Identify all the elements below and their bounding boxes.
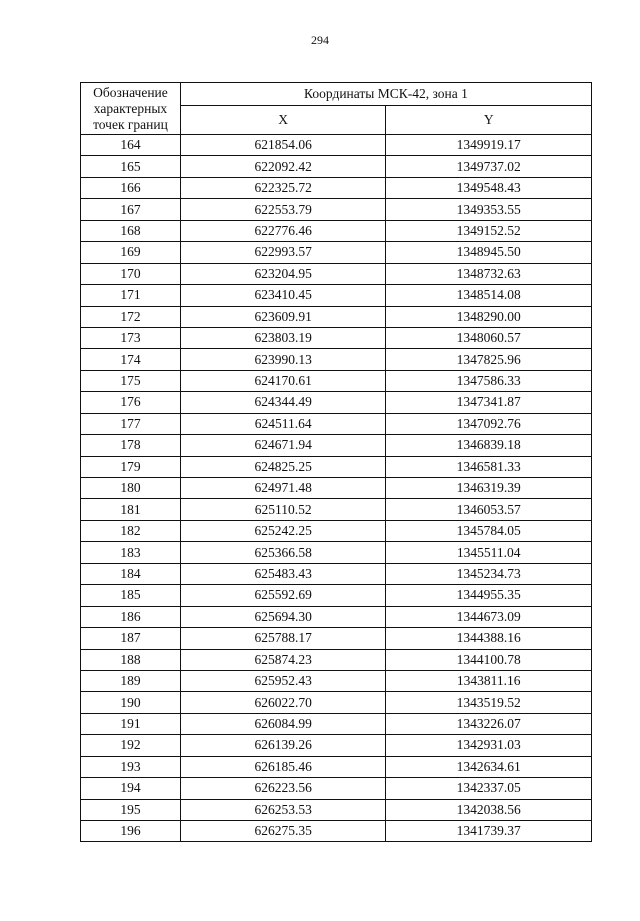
- table-row: [81, 563, 592, 584]
- x-value-cell: 621854.06: [180, 135, 386, 156]
- table-row: [81, 821, 592, 842]
- point-number-cell: 170: [81, 263, 181, 284]
- point-number-cell: 183: [81, 542, 181, 563]
- x-header: X: [180, 106, 386, 135]
- table-row: [81, 285, 592, 306]
- table-row: [81, 135, 592, 156]
- table-row: [81, 520, 592, 541]
- point-designation-header: Обозначение характерных точек границ: [81, 83, 181, 135]
- table-row: [81, 242, 592, 263]
- coordinates-table: [80, 82, 592, 842]
- point-number-cell: 188: [81, 649, 181, 670]
- x-value-cell: 622092.42: [180, 156, 386, 177]
- point-number-cell: 173: [81, 327, 181, 348]
- table-row: [81, 499, 592, 520]
- point-number-cell: 184: [81, 563, 181, 584]
- y-value-cell: 1348060.57: [386, 327, 592, 348]
- table-row: [81, 220, 592, 241]
- y-value-cell: 1347092.76: [386, 413, 592, 434]
- x-value-cell: 625110.52: [180, 499, 386, 520]
- point-number-cell: 167: [81, 199, 181, 220]
- table-row: [81, 628, 592, 649]
- y-value-cell: 1349353.55: [386, 199, 592, 220]
- y-value-cell: 1343519.52: [386, 692, 592, 713]
- point-number-cell: 190: [81, 692, 181, 713]
- table-row: [81, 478, 592, 499]
- table-row: [81, 413, 592, 434]
- y-header: Y: [386, 106, 592, 135]
- x-value-cell: 625242.25: [180, 520, 386, 541]
- y-value-cell: 1343226.07: [386, 713, 592, 734]
- x-value-cell: 622993.57: [180, 242, 386, 263]
- table-row: [81, 585, 592, 606]
- x-value-cell: 623803.19: [180, 327, 386, 348]
- y-value-cell: 1342634.61: [386, 756, 592, 777]
- table-row: [81, 177, 592, 198]
- point-number-cell: 165: [81, 156, 181, 177]
- table-row: [81, 735, 592, 756]
- table-row: [81, 156, 592, 177]
- x-value-cell: 622776.46: [180, 220, 386, 241]
- point-number-cell: 168: [81, 220, 181, 241]
- point-number-cell: 164: [81, 135, 181, 156]
- point-number-cell: 182: [81, 520, 181, 541]
- table-row: [81, 370, 592, 391]
- x-value-cell: 623609.91: [180, 306, 386, 327]
- point-number-cell: 187: [81, 628, 181, 649]
- y-value-cell: 1349737.02: [386, 156, 592, 177]
- table-row: [81, 392, 592, 413]
- table-row: [81, 606, 592, 627]
- table-row: [81, 670, 592, 691]
- y-value-cell: 1342038.56: [386, 799, 592, 820]
- y-value-cell: 1344388.16: [386, 628, 592, 649]
- y-value-cell: 1343811.16: [386, 670, 592, 691]
- y-value-cell: 1342337.05: [386, 778, 592, 799]
- point-number-cell: 176: [81, 392, 181, 413]
- x-value-cell: 626185.46: [180, 756, 386, 777]
- point-number-cell: 171: [81, 285, 181, 306]
- point-number-cell: 174: [81, 349, 181, 370]
- table-row: [81, 778, 592, 799]
- table-row: [81, 349, 592, 370]
- y-value-cell: 1348290.00: [386, 306, 592, 327]
- x-value-cell: 623410.45: [180, 285, 386, 306]
- y-value-cell: 1344673.09: [386, 606, 592, 627]
- point-number-cell: 172: [81, 306, 181, 327]
- point-number-cell: 180: [81, 478, 181, 499]
- x-value-cell: 624170.61: [180, 370, 386, 391]
- y-value-cell: 1346581.33: [386, 456, 592, 477]
- x-value-cell: 626139.26: [180, 735, 386, 756]
- point-number-cell: 193: [81, 756, 181, 777]
- y-value-cell: 1345234.73: [386, 563, 592, 584]
- coordinates-table-body: [81, 135, 592, 842]
- x-value-cell: 625483.43: [180, 563, 386, 584]
- table-row: [81, 199, 592, 220]
- x-value-cell: 625874.23: [180, 649, 386, 670]
- x-value-cell: 626275.35: [180, 821, 386, 842]
- coordinates-header: Координаты МСК-42, зона 1: [180, 83, 591, 106]
- point-number-cell: 194: [81, 778, 181, 799]
- point-number-cell: 169: [81, 242, 181, 263]
- page-number: 294: [311, 33, 329, 47]
- point-number-cell: 185: [81, 585, 181, 606]
- x-value-cell: 622325.72: [180, 177, 386, 198]
- x-value-cell: 625694.30: [180, 606, 386, 627]
- y-value-cell: 1346839.18: [386, 435, 592, 456]
- y-value-cell: 1348514.08: [386, 285, 592, 306]
- point-number-cell: 179: [81, 456, 181, 477]
- y-value-cell: 1348945.50: [386, 242, 592, 263]
- point-number-cell: 175: [81, 370, 181, 391]
- x-value-cell: 623990.13: [180, 349, 386, 370]
- y-value-cell: 1341739.37: [386, 821, 592, 842]
- y-value-cell: 1349548.43: [386, 177, 592, 198]
- x-value-cell: 624344.49: [180, 392, 386, 413]
- y-value-cell: 1347586.33: [386, 370, 592, 391]
- point-number-cell: 192: [81, 735, 181, 756]
- x-value-cell: 624825.25: [180, 456, 386, 477]
- y-value-cell: 1344100.78: [386, 649, 592, 670]
- y-value-cell: 1346053.57: [386, 499, 592, 520]
- x-value-cell: 625366.58: [180, 542, 386, 563]
- point-number-cell: 196: [81, 821, 181, 842]
- point-number-cell: 189: [81, 670, 181, 691]
- x-value-cell: 626253.53: [180, 799, 386, 820]
- table-row: [81, 456, 592, 477]
- x-value-cell: 625788.17: [180, 628, 386, 649]
- y-value-cell: 1348732.63: [386, 263, 592, 284]
- point-number-cell: 191: [81, 713, 181, 734]
- table-row: [81, 306, 592, 327]
- table-row: [81, 542, 592, 563]
- point-number-cell: 166: [81, 177, 181, 198]
- point-number-cell: 186: [81, 606, 181, 627]
- point-number-cell: 181: [81, 499, 181, 520]
- x-value-cell: 624511.64: [180, 413, 386, 434]
- y-value-cell: 1347341.87: [386, 392, 592, 413]
- y-value-cell: 1342931.03: [386, 735, 592, 756]
- table-row: [81, 756, 592, 777]
- y-value-cell: 1349919.17: [386, 135, 592, 156]
- y-value-cell: 1344955.35: [386, 585, 592, 606]
- x-value-cell: 626223.56: [180, 778, 386, 799]
- y-value-cell: 1345784.05: [386, 520, 592, 541]
- x-value-cell: 624971.48: [180, 478, 386, 499]
- x-value-cell: 626022.70: [180, 692, 386, 713]
- x-value-cell: 624671.94: [180, 435, 386, 456]
- y-value-cell: 1347825.96: [386, 349, 592, 370]
- y-value-cell: 1345511.04: [386, 542, 592, 563]
- x-value-cell: 625952.43: [180, 670, 386, 691]
- table-row: [81, 799, 592, 820]
- point-number-cell: 177: [81, 413, 181, 434]
- table-row: [81, 713, 592, 734]
- point-number-cell: 195: [81, 799, 181, 820]
- table-row: [81, 435, 592, 456]
- y-value-cell: 1346319.39: [386, 478, 592, 499]
- table-row: [81, 649, 592, 670]
- y-value-cell: 1349152.52: [386, 220, 592, 241]
- table-row: [81, 263, 592, 284]
- point-number-cell: 178: [81, 435, 181, 456]
- x-value-cell: 622553.79: [180, 199, 386, 220]
- x-value-cell: 626084.99: [180, 713, 386, 734]
- x-value-cell: 625592.69: [180, 585, 386, 606]
- x-value-cell: 623204.95: [180, 263, 386, 284]
- table-row: [81, 327, 592, 348]
- table-row: [81, 692, 592, 713]
